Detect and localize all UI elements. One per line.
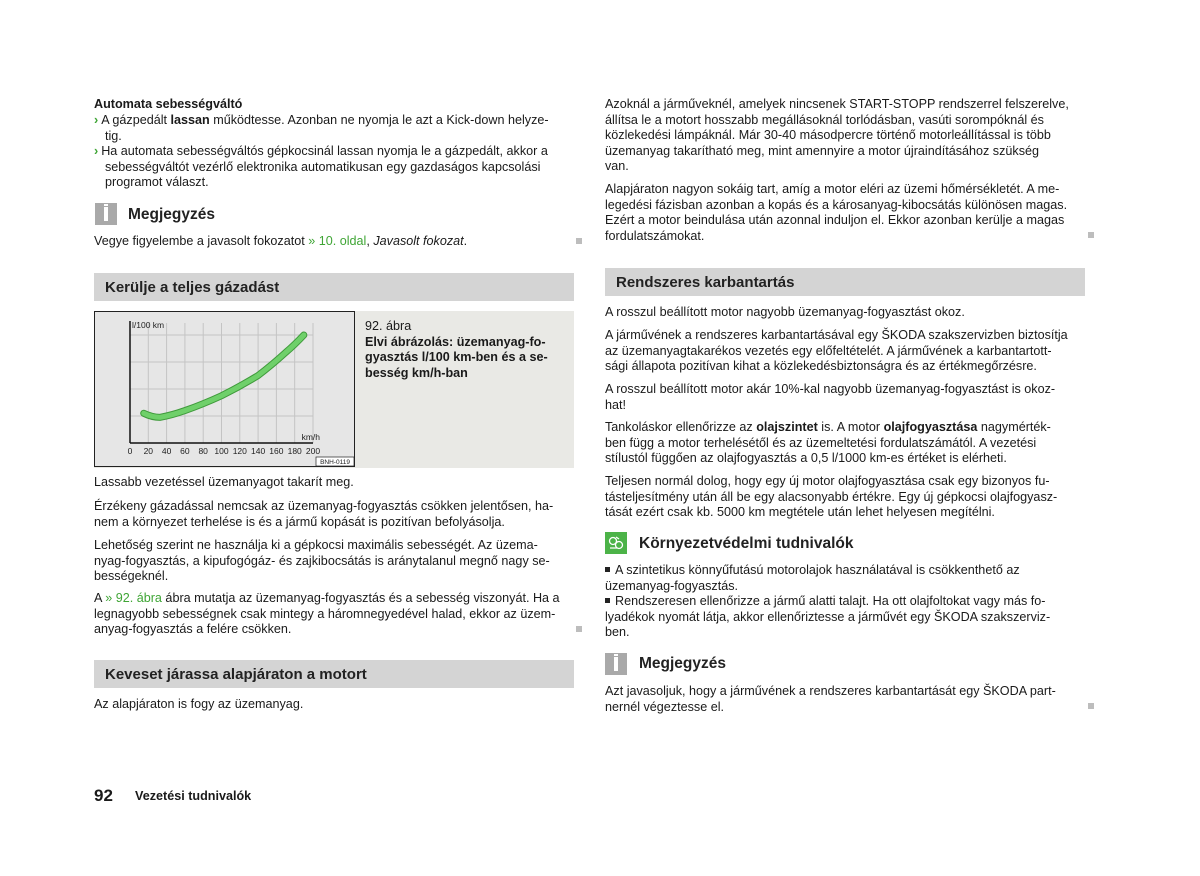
y-axis-label: l/100 km (132, 320, 165, 330)
text-line: Teljesen normál dolog, hogy egy új motor olajfogyasztása csak egy bizonyos fu- (605, 474, 1050, 488)
text-segment: olajfogyasztása (883, 420, 978, 434)
end-marker-icon (576, 238, 582, 244)
text-line: fordulatszámokat. (605, 228, 705, 243)
text-segment: működtesse. Azonban ne nyomja le azt a Kick-down helyze- (209, 113, 549, 127)
automatic-transmission-heading: Automata sebességváltó (94, 97, 243, 111)
figure-code: BNH-0119 (320, 459, 350, 466)
text-line: anyag-fogyasztás a felére csökken. (94, 622, 292, 637)
text-segment: , (366, 234, 374, 248)
paragraph (94, 499, 574, 530)
text-segment: ábra mutatja az üzemanyag-fogyasztás és a sebesség viszonyát. Ha a (161, 591, 560, 605)
x-tick-label: 140 (251, 446, 266, 456)
text-segment: Tankoláskor ellenőrizze az (605, 420, 757, 434)
environment-icon (605, 532, 627, 554)
text-line: állítsa le a motort hosszabb megállásoknál torlódásban, vasúti sorompóknál és (605, 112, 1044, 127)
text-line: besség km/h-ban (365, 365, 468, 380)
text-segment: . (463, 234, 468, 248)
text-segment: lassan (170, 113, 210, 127)
section-title: Rendszeres karbantartás (616, 274, 795, 291)
text-line: van. (605, 159, 629, 174)
text-segment: Vegye figyelembe a javasolt fokozatot (94, 234, 309, 248)
text-line: tig. (105, 128, 122, 143)
note-text (94, 234, 574, 250)
paragraph (94, 475, 574, 491)
automatic-bullets (94, 113, 574, 191)
text-line: üzemanyag-fogyasztás. (605, 578, 739, 593)
note-title: Megjegyzés (128, 206, 216, 223)
text-line: ben. (605, 625, 630, 640)
environment-bullets (605, 563, 1085, 641)
paragraph (605, 382, 1085, 413)
text-line: az üzemanyagtakarékos vezetés egy előfeltételét. A járművének a karbantartott- (605, 343, 1052, 358)
environment-title: Környezetvédelmi tudnivalók (639, 535, 854, 552)
text-line: bességeknél. (94, 569, 169, 584)
text-line: A szintetikus könnyűfutású motorolajok használatával is csökkenthető az (605, 563, 1085, 579)
text-line: sági állapota pozitívan kihat a közlekedésbiztonságra és az értékmegőrzésre. (605, 359, 1037, 374)
text-line: A járművének a rendszeres karbantartásával egy ŠKODA szakszervizben biztosítja (605, 328, 1068, 342)
end-marker-icon (1088, 232, 1094, 238)
text-line: › Ha automata sebességváltós gépkocsinál lassan nyomja le a gázpedált, akkor a (94, 144, 548, 159)
section-header-maintenance (605, 268, 1085, 296)
paragraph (605, 328, 1085, 375)
figure-number: 92. ábra (365, 319, 412, 333)
bullet-square-icon (605, 567, 610, 572)
text-line: tását ezért csak kb. 5000 km megtétele után lehet helyesen megítélni. (605, 505, 995, 520)
text-line (605, 420, 1085, 436)
x-tick-label: 100 (214, 446, 229, 456)
figure-92 (94, 311, 574, 468)
end-marker-icon (1088, 703, 1094, 709)
text-line (94, 113, 574, 129)
x-tick-label: 120 (232, 446, 247, 456)
text-line: Ezért a motor beindulása után azonnal induljon el. Ekkor azonban kerülje a magas (605, 213, 1065, 228)
paragraph (605, 97, 1085, 175)
page-link[interactable]: » 10. oldal (308, 234, 367, 248)
text-line: nyag-fogyasztás, a kipufogógáz- és zajkibocsátás is aránytalanul megnő nagy se- (94, 553, 550, 568)
figure-caption (365, 319, 548, 381)
x-tick-label: 80 (198, 446, 208, 456)
section-title: Keveset járassa alapjáraton a motort (105, 666, 367, 683)
figure-caption-text (365, 335, 548, 382)
text-line (94, 234, 574, 250)
text-line: Lassabb vezetéssel üzemanyagot takarít meg. (94, 475, 354, 489)
text-line: legnagyobb sebességnek csak mintegy a háromnegyedével halad, ekkor az üzem- (94, 606, 556, 621)
text-segment: A gázpedált (101, 113, 171, 127)
x-tick-label: 160 (269, 446, 284, 456)
text-line: lyadékok nyomát látja, akkor ellenőriztesse a járművét egy ŠKODA szakszerviz- (605, 609, 1051, 624)
text-line: stílustól függően az olajfogyasztás a 0,5 l/1000 km-es értéket is elérheti. (605, 451, 1007, 466)
text-line: hat! (605, 397, 627, 412)
paragraph (94, 538, 574, 585)
text-line: Azt javasoljuk, hogy a járművének a rendszeres karbantartását egy ŠKODA part- (605, 684, 1056, 698)
text-line: nem a környezet terhelése is és a jármű kopását is pozitívan befolyásolja. (94, 514, 505, 529)
section-title: Kerülje a teljes gázadást (105, 279, 280, 296)
note-text (605, 684, 1085, 715)
text-segment: nagymérték- (977, 420, 1051, 434)
text-line: legedési fázisban azonban a kopás és a károsanyag-kibocsátás különösen magas. (605, 197, 1068, 212)
text-line: A rosszul beállított motor akár 10%-kal nagyobb üzemanyag-fogyasztást is okoz- (605, 382, 1056, 396)
text-line: üzemanyag takarítható meg, mint amennyire a motor újraindításához szükség (605, 143, 1040, 158)
paragraph (605, 305, 1085, 321)
text-line: ben függ a motor terhelésétől és az üzemeltetési fordulatszámától. A vezetési (605, 435, 1037, 450)
text-line: tásteljesítmény után áll be egy alacsonyabb értékre. Egy új gépkocsi olajfogyasz- (605, 489, 1058, 504)
x-tick-label: 180 (287, 446, 302, 456)
paragraph (605, 474, 1085, 521)
text-line (94, 591, 574, 607)
chapter-title: Vezetési tudnivalók (135, 789, 252, 803)
fuel-consumption-chart (94, 311, 356, 468)
paragraph (605, 420, 1085, 467)
section-header-idling (94, 660, 574, 688)
x-tick-label: 60 (180, 446, 190, 456)
info-icon (605, 653, 627, 675)
text-segment: A (94, 591, 106, 605)
text-line: Lehetőség szerint ne használja ki a gépkocsi maximális sebességét. Az üzema- (94, 538, 538, 552)
text-segment: is. A motor (817, 420, 884, 434)
text-segment: Javasolt fokozat (373, 234, 464, 248)
text-line: Érzékeny gázadással nemcsak az üzemanyag-fogyasztás csökken jelentősen, ha- (94, 499, 554, 513)
text-line: nernél végeztesse el. (605, 699, 725, 714)
text-line: Alapjáraton nagyon sokáig tart, amíg a motor eléri az üzemi hőmérsékletét. A me- (605, 182, 1060, 196)
text-line: közlekedési lámpáknál. Már 30-40 másodpercre történő motorleállítással is több (605, 128, 1051, 143)
bullet-square-icon (605, 598, 610, 603)
text-line: Elvi ábrázolás: üzemanyag-fo- (365, 334, 546, 349)
text-line: sebességváltót vezérlő elektronika automatikusan egy gazdaságos kapcsolási (105, 159, 541, 174)
x-tick-label: 200 (305, 446, 321, 456)
paragraph (94, 591, 574, 638)
text-line: Azoknál a járműveknél, amelyek nincsenek START-STOPP rendszerrel felszerelve, (605, 97, 1069, 111)
x-tick-label: 0 (127, 446, 133, 456)
text-line: Rendszeresen ellenőrizze a jármű alatti talajt. Ha ott olajfoltokat vagy más fo- (605, 594, 1085, 610)
note-title: Megjegyzés (639, 655, 727, 672)
page-number: 92 (94, 786, 113, 805)
page-link[interactable]: » 92. ábra (105, 591, 162, 605)
text-segment: olajszintet (756, 420, 818, 434)
x-tick-label: 20 (143, 446, 154, 456)
paragraph (94, 697, 574, 713)
bullet-arrow-icon: › (94, 144, 99, 159)
paragraph (605, 182, 1085, 244)
text-line: gyasztás l/100 km-ben és a se- (365, 350, 548, 365)
x-tick-label: 40 (161, 446, 172, 456)
section-header-full-throttle (94, 273, 574, 301)
x-axis-label: km/h (301, 432, 320, 442)
end-marker-icon (576, 626, 582, 632)
text-line: programot választ. (105, 175, 209, 190)
info-icon (95, 203, 117, 225)
text-line: Az alapjáraton is fogy az üzemanyag. (94, 697, 304, 711)
bullet-arrow-icon: › (94, 113, 99, 127)
text-line: A rosszul beállított motor nagyobb üzemanyag-fogyasztást okoz. (605, 305, 965, 319)
